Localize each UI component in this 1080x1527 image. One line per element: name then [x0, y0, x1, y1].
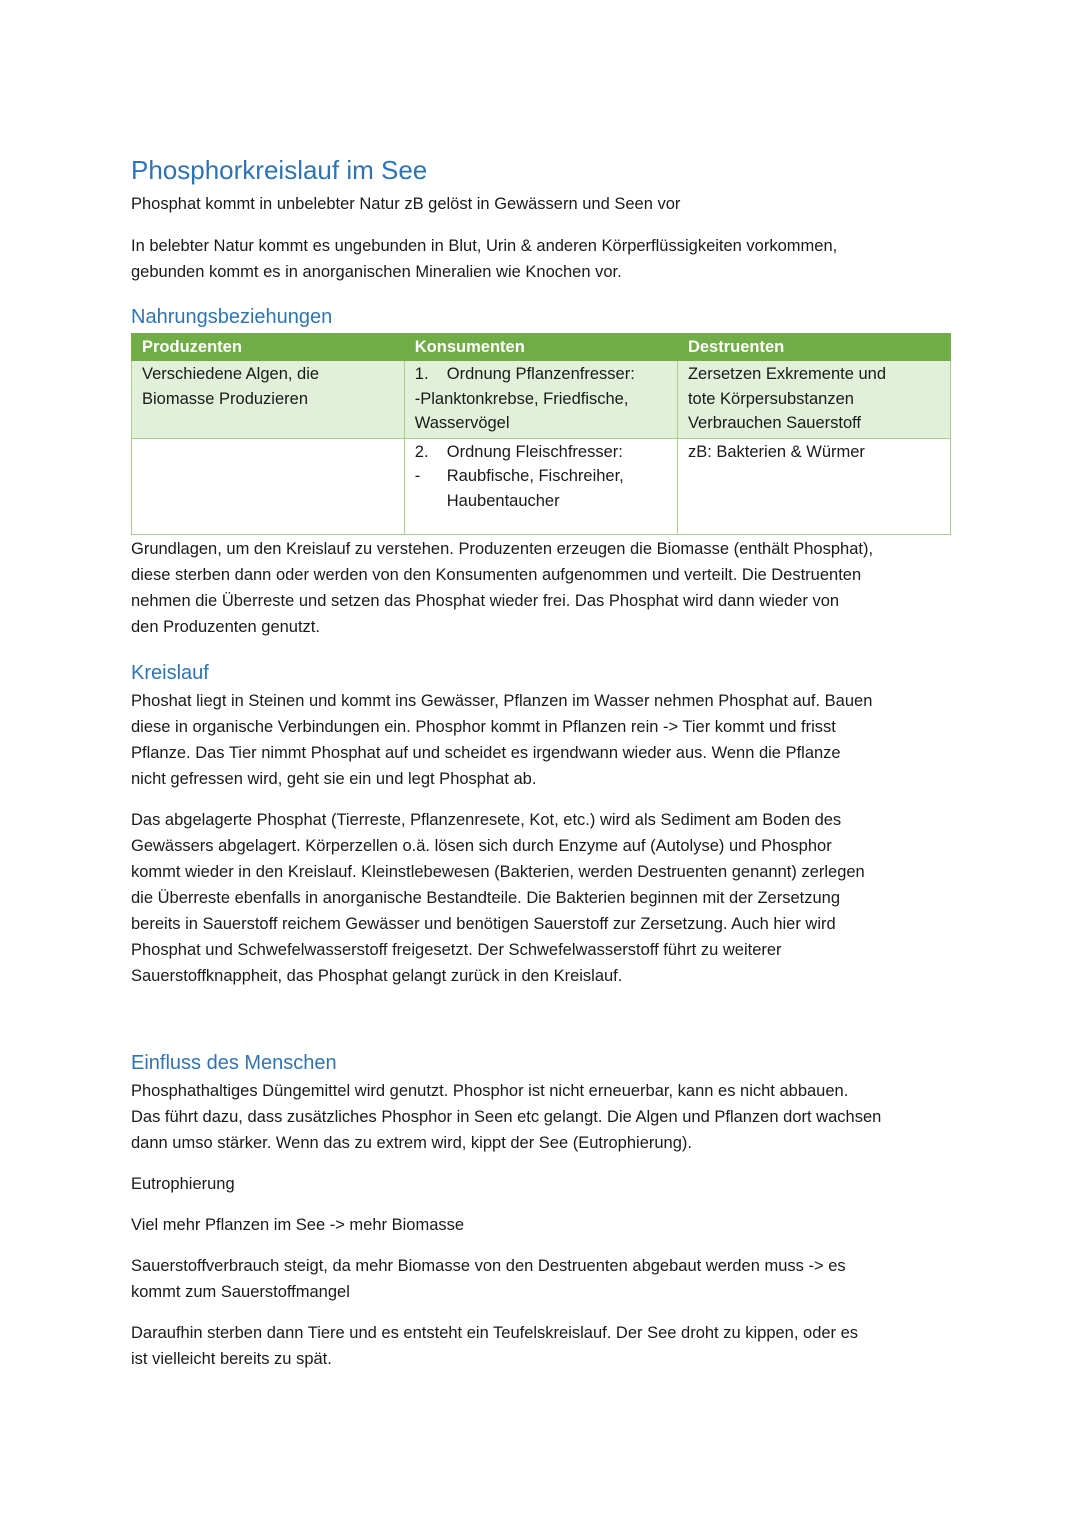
section-heading-nahrungsbeziehungen: Nahrungsbeziehungen [131, 306, 333, 328]
table-cell-produzenten [132, 361, 405, 439]
numbered-item [415, 440, 667, 465]
table-explanation-paragraph [131, 536, 951, 640]
list-marker: 2. [414, 442, 429, 461]
list-item-text: Ordnung Pflanzenfresser: [446, 365, 635, 383]
intro-line: In belebter Natur kommt es ungebunden in Blut, Urin & anderen Körperflüssigkeiten vorkommen, [131, 237, 838, 255]
paragraph-line: den Produzenten genutzt. [131, 617, 320, 636]
list-item-text: Ordnung Fleischfresser: [446, 442, 623, 461]
cell-line: Wasservögel [414, 414, 510, 432]
column-header-konsumenten: Konsumenten [404, 334, 677, 361]
table-cell-destruenten [677, 361, 950, 439]
einfluss-paragraph-biomasse: Viel mehr Pflanzen im See -> mehr Biomasse [131, 1215, 465, 1234]
list-marker: 1. [414, 365, 429, 383]
paragraph-line: Pflanze. Das Tier nimmt Phosphat auf und scheidet es irgendwann wieder aus. Wenn die Pflanze [131, 743, 841, 762]
einfluss-paragraph-1 [131, 1078, 951, 1156]
column-header-destruenten: Destruenten [677, 334, 950, 361]
paragraph-line: Phosphat und Schwefelwasserstoff freigesetzt. Der Schwefelwasserstoff führt zu weiterer [131, 940, 782, 959]
document-title: Phosphorkreislauf im See [131, 155, 428, 185]
table-cell-empty [132, 438, 405, 534]
table-row [132, 438, 951, 534]
paragraph-line: diese in organische Verbindungen ein. Phosphor kommt in Pflanzen rein -> Tier kommt und frisst [131, 717, 836, 736]
cell-line: -Planktonkrebse, Friedfische, [414, 389, 629, 408]
section-heading-kreislauf: Kreislauf [131, 661, 209, 684]
table-header-row [132, 334, 951, 361]
cell-line: Verschiedene Algen, die [142, 365, 320, 383]
paragraph-line: Das abgelagerte Phosphat (Tierreste, Pflanzenresete, Kot, etc.) wird als Sediment am Boden des [131, 810, 842, 829]
table-cell-konsumenten [404, 438, 677, 534]
paragraph-line: bereits in Sauerstoff reichem Gewässer und benötigen Sauerstoff zur Zersetzung. Auch hier wird [131, 914, 836, 933]
intro-paragraph-1: Phosphat kommt in unbelebter Natur zB gelöst in Gewässern und Seen vor [131, 195, 681, 213]
kreislauf-paragraph-2 [131, 807, 951, 989]
list-marker: - [414, 467, 421, 485]
einfluss-paragraph-eutrophierung: Eutrophierung [131, 1174, 235, 1193]
paragraph-line: die Überreste ebenfalls in anorganische Bestandteile. Die Bakterien beginnen mit der Zersetzung [131, 888, 841, 907]
einfluss-paragraph-teufelskreis [131, 1320, 951, 1372]
intro-paragraph-2 [131, 233, 951, 285]
paragraph-line: kommt zum Sauerstoffmangel [131, 1282, 350, 1301]
intro-line: gebunden kommt es in anorganischen Mineralien wie Knochen vor. [131, 263, 622, 281]
cell-line: Raubfische, Fischreiher, [446, 467, 624, 485]
document-page [131, 150, 951, 1372]
numbered-item [415, 362, 667, 387]
cell-line: Zersetzen Exkremente und [687, 365, 887, 383]
paragraph-line: ist vielleicht bereits zu spät. [131, 1349, 332, 1368]
paragraph-line: Daraufhin sterben dann Tiere und es entsteht ein Teufelskreislauf. Der See droht zu kippen, oder es [131, 1323, 859, 1342]
paragraph-line: Sauerstoffverbrauch steigt, da mehr Biomasse von den Destruenten abgebaut werden muss -> es [131, 1256, 846, 1275]
paragraph-line: Gewässers abgelagert. Körperzellen o.ä. lösen sich durch Enzyme auf (Autolyse) und Phosphor [131, 836, 832, 855]
paragraph-line: diese sterben dann oder werden von den Konsumenten aufgenommen und verteilt. Die Destruenten [131, 565, 862, 584]
einfluss-paragraph-sauerstoff [131, 1253, 951, 1305]
paragraph-line: Das führt dazu, dass zusätzliches Phosphor in Seen etc gelangt. Die Algen und Pflanzen dort wachsen [131, 1107, 882, 1126]
table-row [132, 361, 951, 439]
food-relations-table [131, 333, 951, 535]
paragraph-line: Sauerstoffknappheit, das Phosphat gelangt zurück in den Kreislauf. [131, 966, 623, 985]
paragraph-line: Phosphathaltiges Düngemittel wird genutzt. Phosphor ist nicht erneuerbar, kann es nicht abbauen. [131, 1081, 849, 1100]
cell-line: Haubentaucher [446, 491, 560, 510]
cell-line: Biomasse Produzieren [142, 389, 308, 408]
list-item-text [447, 464, 624, 513]
paragraph-line: Phoshat liegt in Steinen und kommt ins Gewässer, Pflanzen im Wasser nehmen Phosphat auf. Bauen [131, 691, 873, 710]
table-cell-konsumenten [404, 361, 677, 439]
column-header-produzenten: Produzenten [132, 334, 405, 361]
kreislauf-paragraph-1 [131, 688, 951, 792]
cell-line: Verbrauchen Sauerstoff [687, 414, 862, 432]
dash-item [415, 464, 667, 513]
cell-line: tote Körpersubstanzen [687, 389, 854, 408]
table-cell-destruenten: zB: Bakterien & Würmer [677, 438, 950, 534]
paragraph-line: kommt wieder in den Kreislauf. Kleinstlebewesen (Bakterien, werden Destruenten genannt) zerlegen [131, 862, 865, 881]
section-heading-einfluss: Einfluss des Menschen [131, 1051, 337, 1074]
paragraph-line: nicht gefressen wird, geht sie ein und legt Phosphat ab. [131, 769, 537, 788]
paragraph-line: Grundlagen, um den Kreislauf zu verstehen. Produzenten erzeugen die Biomasse (enthält Phosphat), [131, 539, 874, 558]
paragraph-line: nehmen die Überreste und setzen das Phosphat wieder frei. Das Phosphat wird dann wieder von [131, 591, 840, 610]
paragraph-line: dann umso stärker. Wenn das zu extrem wird, kippt der See (Eutrophierung). [131, 1133, 692, 1152]
